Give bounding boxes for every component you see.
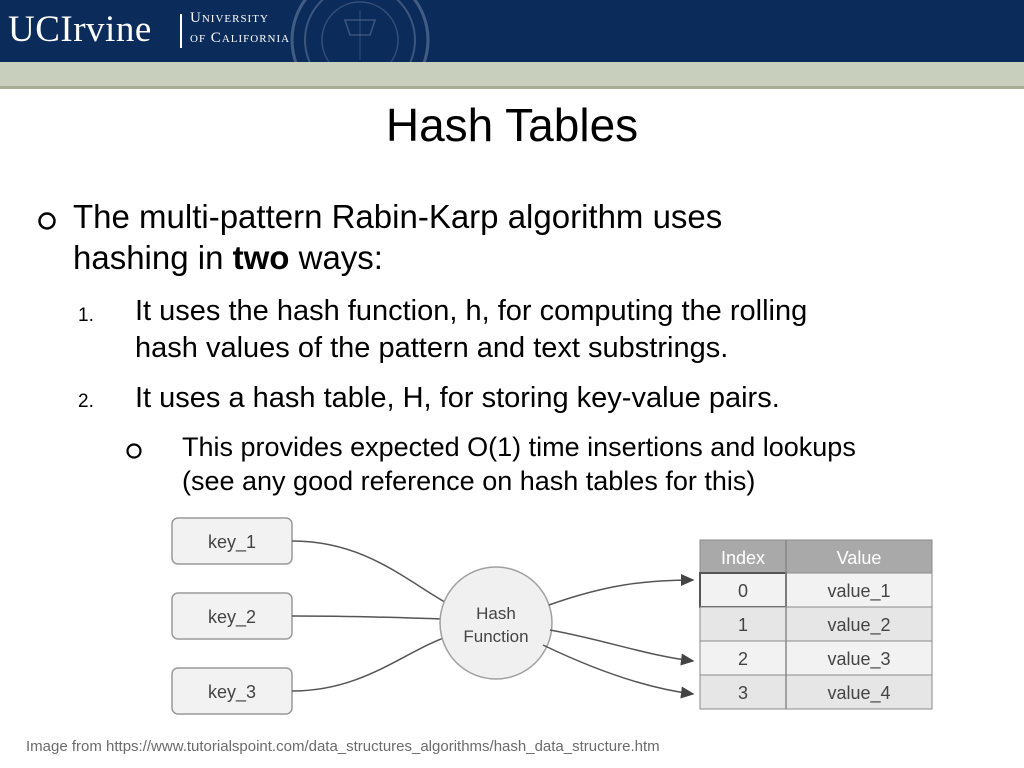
key-2-label: key_2: [207, 607, 257, 627]
header-stripe: [0, 62, 1024, 88]
table-row: [700, 675, 932, 709]
main-bullet-line2-text: hashing in: [73, 239, 233, 276]
uci-logo-text: UCIrvine: [8, 9, 152, 50]
table-row: [700, 573, 932, 607]
key-1-to-hash-arrow: [292, 541, 450, 605]
item-2-line1: It uses a hash table, H, for storing key-value pairs.: [135, 382, 780, 414]
item-2-number: 2.: [78, 391, 94, 412]
table-header-value: Value: [836, 548, 882, 568]
hash-to-index-3-arrow: [543, 645, 693, 694]
table-row-1-value: value_2: [827, 615, 891, 635]
hollow-bullet-icon: [36, 210, 58, 232]
logo-subtitle-line1: University: [190, 10, 269, 26]
table-row-0-value: value_1: [827, 581, 891, 601]
table-row-3-value: value_4: [827, 683, 891, 703]
slide-title: Hash Tables: [385, 99, 639, 151]
item-1-line2: hash values of the pattern and text substrings.: [135, 332, 729, 364]
university-banner: [0, 0, 1024, 62]
logo-subtitle-line2: of California: [190, 30, 291, 46]
key-2-to-hash-arrow: [292, 616, 445, 619]
key-1-label: key_1: [207, 532, 257, 552]
hash-function-label-line2: Function: [463, 627, 529, 646]
logo-divider: [180, 14, 182, 48]
table-row-1-index: 1: [737, 615, 749, 635]
header-stripe-line: [0, 86, 1024, 89]
hash-function-label-line1: Hash: [476, 604, 516, 623]
item-1-number: 1.: [78, 305, 94, 326]
key-3-to-hash-arrow: [292, 635, 452, 691]
table-row-2-index: 2: [737, 649, 749, 669]
main-bullet-line1: The multi-pattern Rabin-Karp algorithm uses: [73, 198, 723, 235]
hash-table: [700, 540, 932, 709]
hash-to-index-2-arrow: [550, 630, 693, 661]
subbullet-line2: (see any good reference on hash tables for this): [182, 466, 756, 496]
table-header-index: Index: [720, 548, 766, 568]
hollow-subbullet-icon: [124, 441, 144, 461]
table-row: [700, 607, 932, 641]
key-3-label: key_3: [207, 682, 257, 702]
image-source-caption: Image from https://www.tutorialspoint.com/data_structures_algorithms/hash_data_structure.htm: [26, 738, 660, 755]
table-row-2-value: value_3: [827, 649, 891, 669]
hash-function-circle: [440, 567, 552, 679]
hash-to-index-0-arrow: [549, 580, 693, 605]
table-row-3-index: 3: [737, 683, 749, 703]
table-row-0-index: 0: [737, 581, 749, 601]
item-1-line1: It uses the hash function, h, for computing the rolling: [135, 295, 808, 327]
main-bullet-bold-word: two: [232, 239, 290, 276]
table-row: [700, 641, 932, 675]
main-bullet-line2-end: ways:: [289, 239, 383, 276]
hash-table-diagram: [165, 510, 940, 722]
main-bullet-line2: [73, 238, 383, 278]
subbullet-line1: This provides expected O(1) time insertions and lookups: [182, 432, 856, 462]
